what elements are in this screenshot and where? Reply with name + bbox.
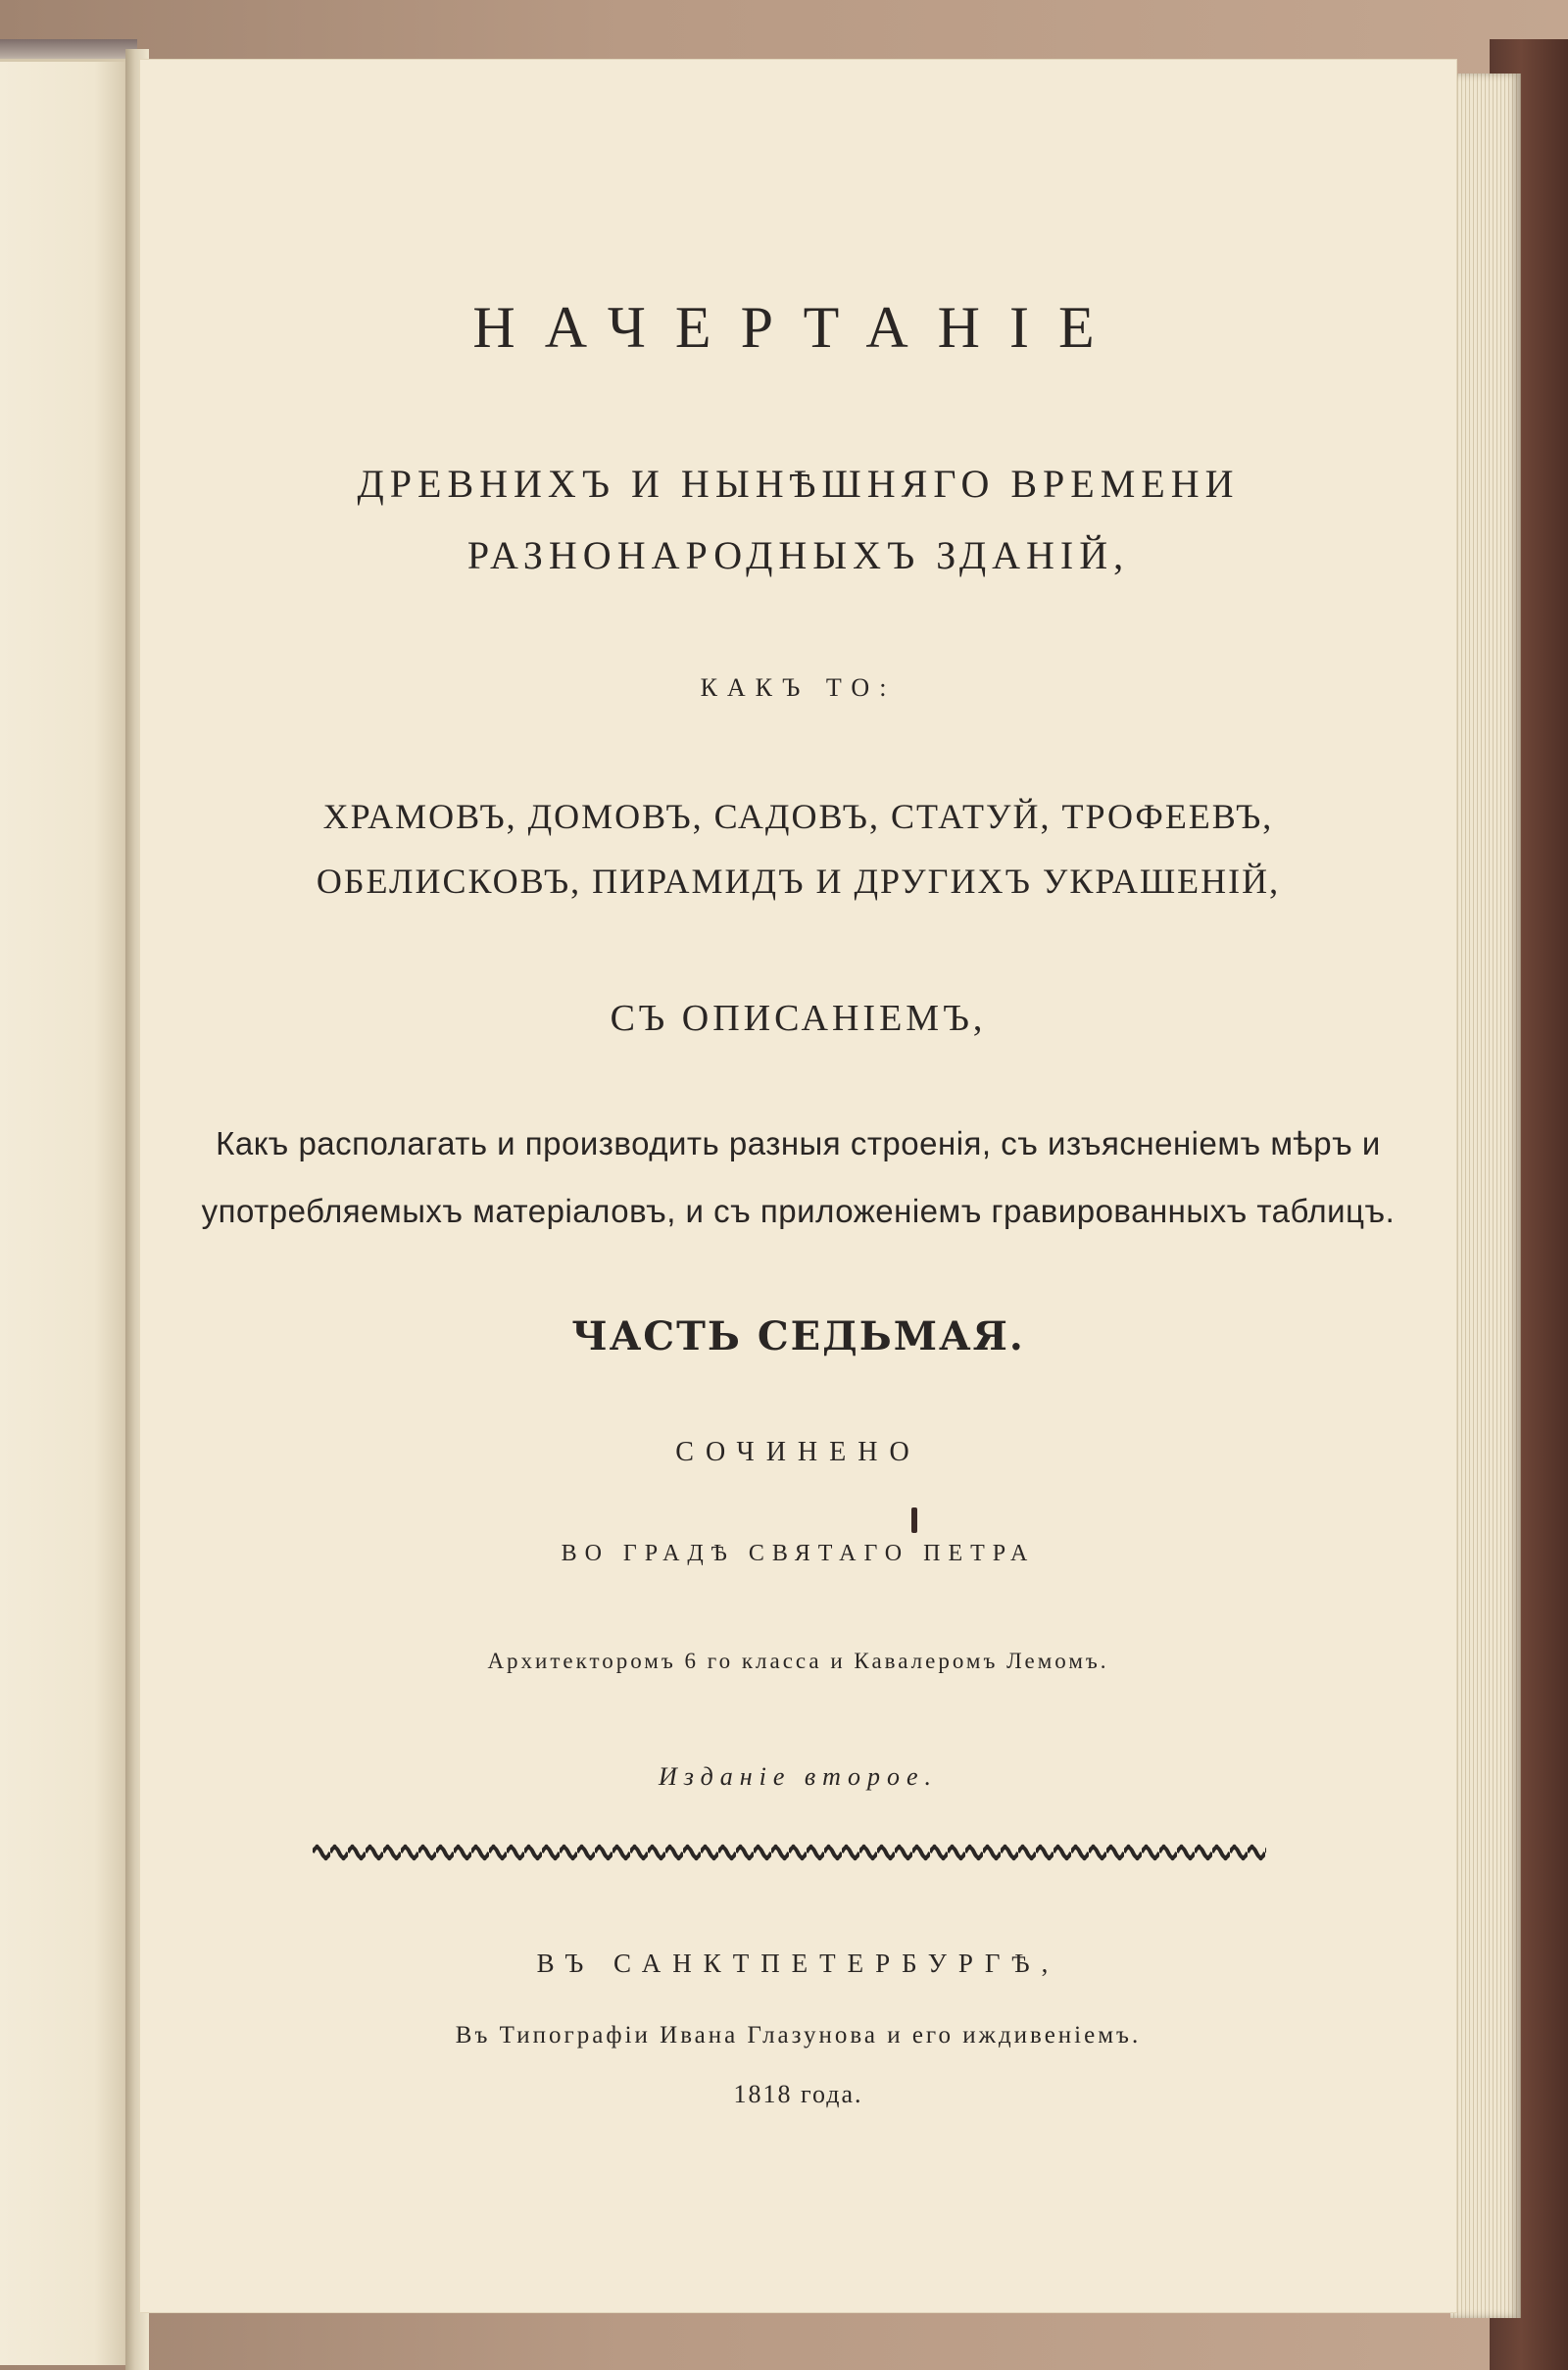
list-line-1: ХРАМОВЪ, ДОМОВЪ, САДОВЪ, СТАТУЙ, ТРОФЕЕВЪ, [322, 797, 1274, 836]
book-title: НАЧЕРТАНІЕ [472, 295, 1124, 360]
left-page [0, 59, 135, 2365]
page-edges [1450, 74, 1521, 2318]
title-page [139, 59, 1457, 2313]
city-line: ВЪ САНКТПЕТЕРБУРГѢ, [536, 1949, 1060, 1978]
edition-line: Изданіе второе. [659, 1762, 938, 1791]
subtitle-line-2: РАЗНОНАРОДНЫХЪ ЗДАНІЙ, [466, 533, 1130, 577]
printer-line: Въ Типографіи Ивана Глазунова и его иждивеніемъ. [455, 2022, 1142, 2049]
ink-mark [911, 1507, 917, 1533]
s-opisaniem-line: СЪ ОПИСАНІЕМЪ, [610, 998, 987, 1039]
description-line-2: употребляемыхъ матеріаловъ, и съ приложеніемъ гравированныхъ таблицъ. [201, 1193, 1396, 1229]
kak-to-line: КАКЪ ТО: [700, 673, 897, 702]
description-line-1: Какъ располагать и производить разныя строенія, съ изъясненіемъ мѣръ и [216, 1125, 1381, 1161]
year-line: 1818 года. [733, 2080, 863, 2108]
grad-line: ВО ГРАДѢ СВЯТАГО ПЕТРА [561, 1541, 1036, 1566]
subtitle-line-1: ДРЕВНИХЪ И НЫНѢШНЯГО ВРЕМЕНИ [357, 462, 1240, 506]
list-line-2: ОБЕЛИСКОВЪ, ПИРАМИДЪ И ДРУГИХЪ УКРАШЕНІЙ, [316, 862, 1281, 901]
sochineno-line: СОЧИНЕНО [675, 1437, 921, 1467]
part-heading: ЧАСТЬ СЕДЬМАЯ. [571, 1313, 1025, 1359]
author-line: Архитекторомъ 6 го класса и Кавалеромъ Лемомъ. [487, 1649, 1109, 1673]
ornamental-rule [313, 1841, 1266, 1864]
